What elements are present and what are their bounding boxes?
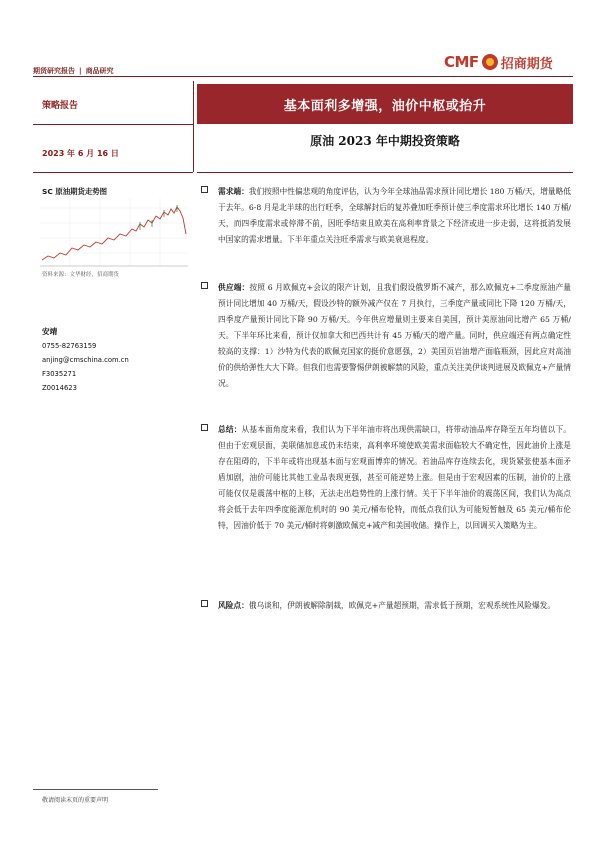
bullet-box-icon	[201, 186, 208, 193]
document-type: 策略报告	[42, 101, 79, 111]
vertical-divider	[193, 81, 194, 172]
chart-source: 资料来源：文华财经，招商期货	[42, 272, 120, 278]
chart-gridlines	[40, 198, 188, 266]
headline: 基本面利多增强，油价中枢或抬升	[283, 98, 487, 114]
section-text: 从基本面角度来看，我们认为下半年油市将出现供需缺口，将带动油品库存降至五年均值以下。但由于宏观层面，美联储加息或仍未结束，高利率环境使欧美需求面临较大不确定性，因此油价上涨是存在阻碍的，下半年或将出现基本面与宏观面博弈的情况。若油品库存连续去化，现货紧张使基本面矛盾加剧，油价可能比其他工业品表现更强，甚至可能逆势上涨。但是由于宏观因素的压制，油价的上涨可能仅仅是震荡中枢的上移，无法走出趋势性的上涨行情。关于下半年油价的震荡区间，我们认为高点将会低于去年四季度能源危机时的 90 美元/桶布伦特，而低点我们认为可能短暂触及 65 美元/桶布伦特，因油价低于 70 美元/桶时将刺激欧佩克+减产和美国收储。操作上，以回调买入策略为主。	[218, 425, 571, 530]
bullet-box-icon	[201, 600, 208, 607]
section-label: 供应端：	[218, 283, 250, 292]
report-date: 2023 年 6 月 16 日	[42, 149, 119, 158]
logo-emblem-icon	[482, 54, 498, 70]
company-logo	[444, 51, 553, 73]
section-label: 总结：	[218, 425, 242, 434]
section-text: 俄乌谈和，伊朗被解除制裁，欧佩克+产量超预期，需求低于预期，宏观系统性风险爆发。	[248, 601, 556, 610]
section-summary	[201, 422, 571, 534]
section-paragraph	[218, 422, 571, 534]
divider	[33, 124, 193, 125]
header-rule	[33, 76, 573, 77]
section-paragraph	[218, 184, 571, 248]
divider	[33, 172, 193, 173]
divider	[197, 172, 573, 173]
tag-futures-research: 期货研究报告	[33, 67, 75, 75]
chart-price-line	[42, 207, 186, 260]
analyst-certificate-z: Z0014623	[42, 384, 77, 392]
report-category-tags	[33, 66, 114, 76]
analyst-certificate-f: F3035271	[42, 370, 77, 378]
section-text: 按照 6 月欧佩克+会议的限产计划，且我们假设俄罗斯不减产，那么欧佩克+二季度原油产量预计同比增加 40 万桶/天，假设沙特的额外减产仅在 7 月执行，三季度产量或同比下降 120 万桶/天，四季度产量预计同比下降 90 万桶/天。今年供应增量则主要来自美国，预计美原油同比增产 65 万桶/天。下半年环比来看，预计仅加拿大和巴西共计有 45 万桶/天的增产量。同时，供应端还有两点确定性较高的支撑：1）沙特为代表的欧佩克国家的挺价意愿强，2）美国页岩油增产面临瓶颈，因此应对高油价的供给弹性大大下降。但我们也需要警惕伊朗被解禁的风险，重点关注美伊谈判进展及欧佩克+产量情况。	[218, 283, 571, 388]
headline-banner	[197, 84, 573, 124]
section-label: 风险点：	[218, 601, 249, 610]
section-text: 我们按照中性偏悲观的角度评估，认为今年全球油品需求预计同比增长 180 万桶/天，增量略低于去年。6-8 月是北半球的出行旺季，全球解封后的复苏叠加旺季预计使三季度需求环比增长 140 万桶/天，而四季度需求或停滞不前，因旺季结束且欧美在高利率背景之下经济或进一步走弱，这将抵消发展中国家的需求增量。下半年重点关注旺季需求与欧美衰退程度。	[218, 187, 571, 244]
tag-commodity-research: 商品研究	[85, 67, 114, 75]
tag-separator: |	[79, 67, 82, 75]
section-paragraph	[218, 598, 571, 614]
footer-disclaimer: 敬请阅读末页的重要声明	[42, 797, 109, 804]
section-label: 需求端：	[218, 187, 249, 196]
logo-company-name: 招商期货	[500, 56, 553, 72]
chart-title: SC 原油期货走势图	[42, 187, 108, 196]
logo-cmf-text: CMF	[444, 53, 479, 71]
sc-crude-price-chart	[40, 198, 188, 268]
section-supply	[201, 280, 571, 392]
bullet-box-icon	[201, 282, 208, 289]
section-risks	[201, 598, 571, 614]
analyst-email[interactable]: anjing@cmschina.com.cn	[42, 356, 129, 364]
analyst-name: 安靖	[42, 327, 58, 336]
bullet-box-icon	[201, 424, 208, 431]
section-paragraph	[218, 280, 571, 392]
footer-rule	[33, 789, 158, 790]
section-demand	[201, 184, 571, 248]
report-subtitle: 原油 2023 年中期投资策略	[310, 134, 460, 148]
analyst-phone: 0755-82763159	[42, 342, 97, 350]
